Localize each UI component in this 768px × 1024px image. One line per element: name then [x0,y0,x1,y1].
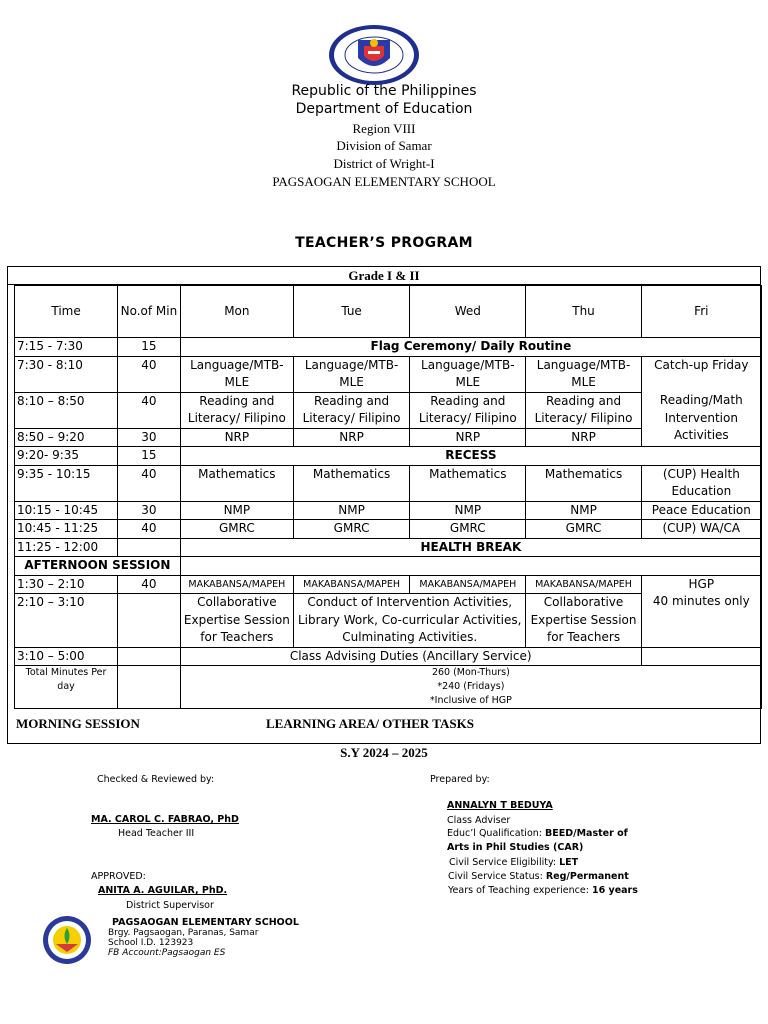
time-cell: 8:50 – 9:20 [15,428,118,447]
total-value-cell [180,666,761,709]
page-title: TEACHER’S PROGRAM [295,235,473,251]
wed-cell: MAKABANSA/MAPEH [410,575,526,594]
qualification-line [447,828,628,839]
republic-line: Republic of the Philippines [291,83,477,99]
total-fri: *240 (Fridays) [437,681,505,692]
learning-area-label: LEARNING AREA/ OTHER TASKS [266,716,474,731]
time-cell: 10:45 - 11:25 [15,520,118,539]
mon-cell: Language/MTB-MLE [180,356,293,392]
tue-cell: Language/MTB-MLE [293,356,409,392]
minutes-cell [118,647,181,666]
school-line: PAGSAOGAN ELEMENTARY SCHOOL [272,174,496,189]
experience-value: 16 years [591,885,638,896]
flag-ceremony-cell: Flag Ceremony/ Daily Routine [180,338,761,357]
time-cell: 1:30 – 2:10 [15,575,118,594]
health-break-cell: HEALTH BREAK [180,538,761,557]
program-frame [7,266,761,744]
header-tue: Tue [293,286,409,338]
mon-cell: Collaborative Expertise Session for Teachers [180,594,293,648]
thu-cell: NRP [526,428,641,447]
preparer-title: Class Adviser [447,815,511,826]
time-cell: 2:10 – 3:10 [15,594,118,648]
fri-hgp-title: HGP [688,576,715,591]
tue-cell: NRP [293,428,409,447]
fri-hgp-cell [641,575,761,647]
thu-cell: Reading and Literacy/ Filipino [526,392,641,428]
district-line: District of Wright-I [333,156,435,171]
thu-cell: Collaborative Expertise Session for Teachers [526,594,641,648]
total-note: *Inclusive of HGP [429,695,512,706]
footer-school-id: School I.D. 123923 [108,938,194,948]
wed-cell: Mathematics [410,465,526,501]
wed-cell: NRP [410,428,526,447]
thu-cell: Language/MTB-MLE [526,356,641,392]
empty-cell [641,647,761,666]
status-line [448,871,629,882]
qualification-value: BEED/Master of [545,828,628,839]
minutes-cell: 40 [118,392,181,428]
eligibility-line [449,857,578,868]
total-mon-thu: 260 (Mon-Thurs) [431,667,510,678]
recess-cell: RECESS [180,447,761,466]
tue-cell: NMP [293,501,409,520]
mon-cell: MAKABANSA/MAPEH [180,575,293,594]
schedule-table [14,285,762,709]
fri-cell: (CUP) WA/CA [641,520,761,539]
table-row [15,557,762,576]
minutes-cell [118,538,181,557]
header-fri: Fri [641,286,761,338]
wed-cell: GMRC [410,520,526,539]
footer-address: Brgy. Pagsaogan, Paranas, Samar [108,928,259,938]
table-row [15,666,762,709]
mon-cell: NRP [180,428,293,447]
fri-hgp-detail: 40 minutes only [652,594,750,608]
table-row [15,465,762,501]
advising-cell: Class Advising Duties (Ancillary Service) [180,647,641,666]
fri-cell: (CUP) Health Education [641,465,761,501]
mon-cell: GMRC [180,520,293,539]
empty-cell [180,557,761,576]
tue-cell: Reading and Literacy/ Filipino [293,392,409,428]
header-minutes: No.of Min [118,286,181,338]
eligibility-value: LET [559,857,579,868]
preparer-name: ANNALYN T BEDUYA [447,800,553,811]
deped-seal-logo [328,24,420,86]
table-row [15,647,762,666]
minutes-cell: 15 [118,338,181,357]
fri-catchup-cell [641,356,761,447]
fri-catchup-title: Catch-up Friday [654,357,749,372]
minutes-cell: 30 [118,501,181,520]
minutes-cell: 40 [118,356,181,392]
total-label-cell: Total Minutes Per day [15,666,118,709]
minutes-cell [118,666,181,709]
time-cell: 8:10 – 8:50 [15,392,118,428]
qualification-value-2: Arts in Phil Studies (CAR) [447,842,584,853]
table-row [15,356,762,392]
approver-name: ANITA A. AGUILAR, PhD. [98,885,228,896]
tue-cell: MAKABANSA/MAPEH [293,575,409,594]
time-cell: 7:30 - 8:10 [15,356,118,392]
tue-cell: GMRC [293,520,409,539]
minutes-cell: 15 [118,447,181,466]
time-cell: 7:15 - 7:30 [15,338,118,357]
region-line: Region VIII [352,121,416,136]
minutes-cell [118,594,181,648]
eligibility-label: Civil Service Eligibility: [449,857,557,868]
time-cell: 3:10 – 5:00 [15,647,118,666]
time-cell: 10:15 - 10:45 [15,501,118,520]
minutes-cell: 30 [118,428,181,447]
table-row [15,447,762,466]
time-cell: 9:20- 9:35 [15,447,118,466]
experience-line [448,885,638,896]
footer-fb-account: FB Account:Pagsaogan ES [108,948,226,958]
table-header-row [15,286,762,338]
checker-title: Head Teacher III [118,828,195,839]
morning-session-label: MORNING SESSION [16,716,140,731]
footer-school-name: PAGSAOGAN ELEMENTARY SCHOOL [112,917,299,928]
fri-cell: Peace Education [641,501,761,520]
status-value: Reg/Permanent [545,871,629,882]
minutes-cell: 40 [118,575,181,594]
afternoon-session-cell: AFTERNOON SESSION [15,557,181,576]
division-line: Division of Samar [336,138,432,153]
thu-cell: Mathematics [526,465,641,501]
prepared-label: Prepared by: [430,774,490,785]
thu-cell: NMP [526,501,641,520]
table-row [15,501,762,520]
thu-cell: MAKABANSA/MAPEH [526,575,641,594]
wed-cell: Reading and Literacy/ Filipino [410,392,526,428]
mon-cell: Mathematics [180,465,293,501]
time-cell: 9:35 - 10:15 [15,465,118,501]
wed-cell: Language/MTB-MLE [410,356,526,392]
table-row [15,575,762,594]
checker-name: MA. CAROL C. FABRAO, PhD [91,814,239,825]
thu-cell: GMRC [526,520,641,539]
school-logo [42,914,92,966]
header-wed: Wed [410,286,526,338]
table-row [15,520,762,539]
checked-label: Checked & Reviewed by: [97,774,215,785]
mon-cell: Reading and Literacy/ Filipino [180,392,293,428]
minutes-cell: 40 [118,520,181,539]
time-cell: 11:25 - 12:00 [15,538,118,557]
mon-cell: NMP [180,501,293,520]
wed-cell: NMP [410,501,526,520]
header-mon: Mon [180,286,293,338]
minutes-cell: 40 [118,465,181,501]
tue-wed-cell: Conduct of Intervention Activities, Library Work, Co-curricular Activities, Culminating Activities. [293,594,525,648]
table-row [15,338,762,357]
status-label: Civil Service Status: [448,871,543,882]
department-line: Department of Education [295,101,473,117]
approved-label: APPROVED: [91,871,146,882]
header-thu: Thu [526,286,641,338]
grade-header: Grade I & II [8,267,760,285]
experience-label: Years of Teaching experience: [448,885,589,896]
table-row [15,538,762,557]
approver-title: District Supervisor [126,900,214,911]
header-time: Time [15,286,118,338]
tue-cell: Mathematics [293,465,409,501]
fri-catchup-detail: Reading/Math Intervention Activities [659,393,743,442]
qualification-label: Educ’l Qualification: [447,828,542,839]
school-year: S.Y 2024 – 2025 [340,745,428,760]
